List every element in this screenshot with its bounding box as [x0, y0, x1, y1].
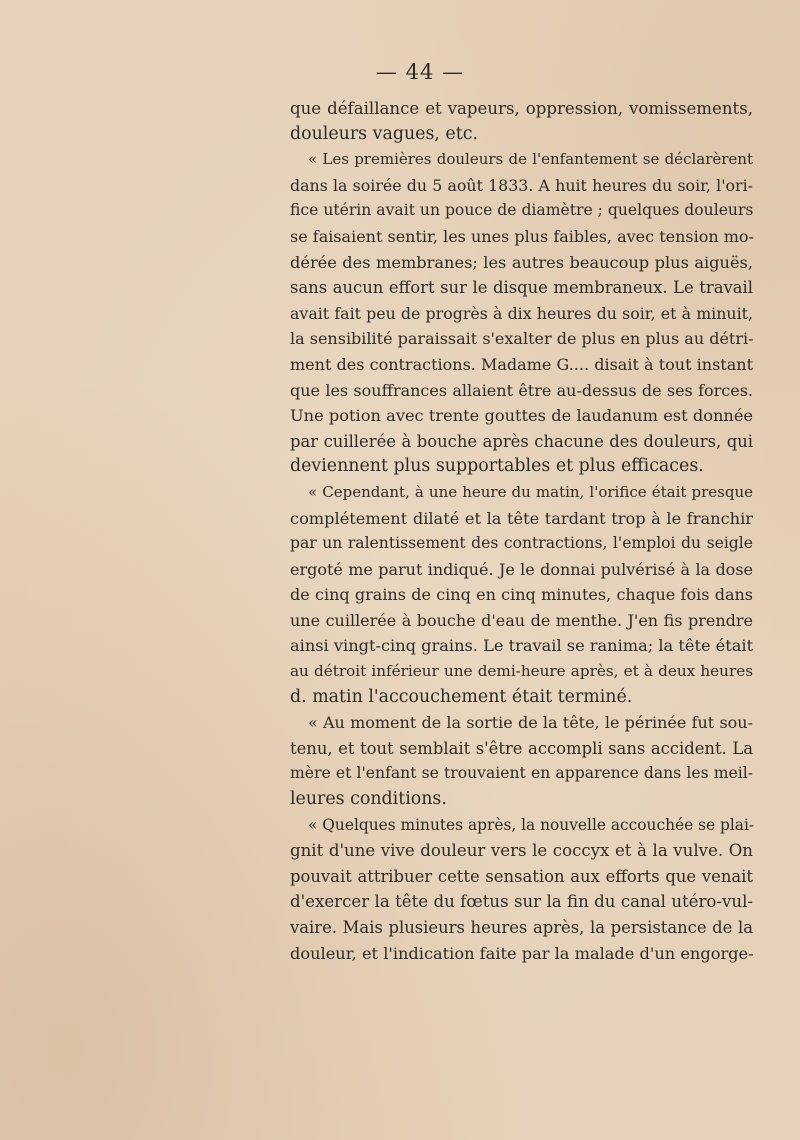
text-line: « Les premières douleurs de l'enfantement se déclarèrent — [308, 150, 753, 169]
text-line: gnit d'une vive douleur vers le coccyx et à la vulve. On — [290, 841, 753, 861]
text-line: dérée des membranes; les autres beaucoup plus aiguës, — [290, 252, 753, 272]
text-line: « Au moment de la sortie de la tête, le périnée fut sou- — [308, 713, 753, 733]
text-line: d'exercer la tête du fœtus sur la fin du canal utéro-vul- — [290, 892, 753, 912]
body-text — [290, 96, 753, 966]
text-line: au détroit inférieur une demi-heure après, et à deux heures — [290, 662, 753, 681]
text-line: la sensibilité paraissait s'exalter de plus en plus au détri- — [290, 329, 754, 349]
text-line: de cinq grains de cinq en cinq minutes, chaque fois dans — [290, 585, 753, 605]
text-line: fice utérin avait un pouce de diamètre ; quelques douleurs — [290, 201, 754, 220]
text-line: sans aucun effort sur le disque membraneux. Le travail — [290, 278, 753, 298]
text-line: ment des contractions. Madame G.... disait à tout instant — [290, 354, 753, 374]
text-line: deviennent plus supportables et plus efficaces. — [290, 456, 704, 477]
text-line: une cuillerée à bouche d'eau de menthe. J'en fis prendre — [290, 610, 753, 630]
text-line: complétement dilaté et la tête tardant trop à le franchir — [290, 508, 753, 528]
text-line: leures conditions. — [290, 789, 447, 810]
text-line: vaire. Mais plusieurs heures après, la persistance de la — [290, 918, 753, 937]
text-line: d. matin l'accouchement était terminé. — [290, 686, 633, 707]
text-line: avait fait peu de progrès à dix heures du soir, et à minuit, — [290, 303, 753, 323]
text-line: se faisaient sentir, les unes plus faibles, avec tension mo- — [290, 226, 754, 246]
text-line: Une potion avec trente gouttes de laudanum est donnée — [290, 406, 753, 426]
page-number: — 44 — — [375, 60, 465, 84]
text-line: par cuillerée à bouche après chacune des douleurs, qui — [290, 431, 753, 451]
text-line: mère et l'enfant se trouvaient en apparence dans les meil- — [290, 764, 753, 783]
text-line: pouvait attribuer cette sensation aux efforts que venait — [290, 866, 753, 886]
text-line: douleur, et l'indication faite par la malade d'un engorge- — [290, 943, 754, 963]
text-line: par un ralentissement des contractions, l'emploi du seigle — [290, 534, 753, 553]
text-line: que défaillance et vapeurs, oppression, vomissements, — [290, 99, 753, 118]
text-line: ainsi vingt-cinq grains. Le travail se ranima; la tête était — [290, 636, 754, 656]
text-line: douleurs vagues, etc. — [290, 123, 478, 144]
text-line: dans la soirée du 5 août 1833. A huit heures du soir, l'ori- — [290, 175, 753, 195]
text-line: « Cependant, à une heure du matin, l'orifice était presque — [308, 482, 753, 501]
text-line: tenu, et tout semblait s'être accompli sans accident. La — [290, 738, 753, 758]
text-line: ergoté me parut indiqué. Je le donnai pulvérisé à la dose — [290, 559, 753, 579]
text-line: que les souffrances allaient être au-dessus de ses forces. — [290, 380, 753, 400]
text-line: « Quelques minutes après, la nouvelle accouchée se plai- — [308, 815, 755, 834]
